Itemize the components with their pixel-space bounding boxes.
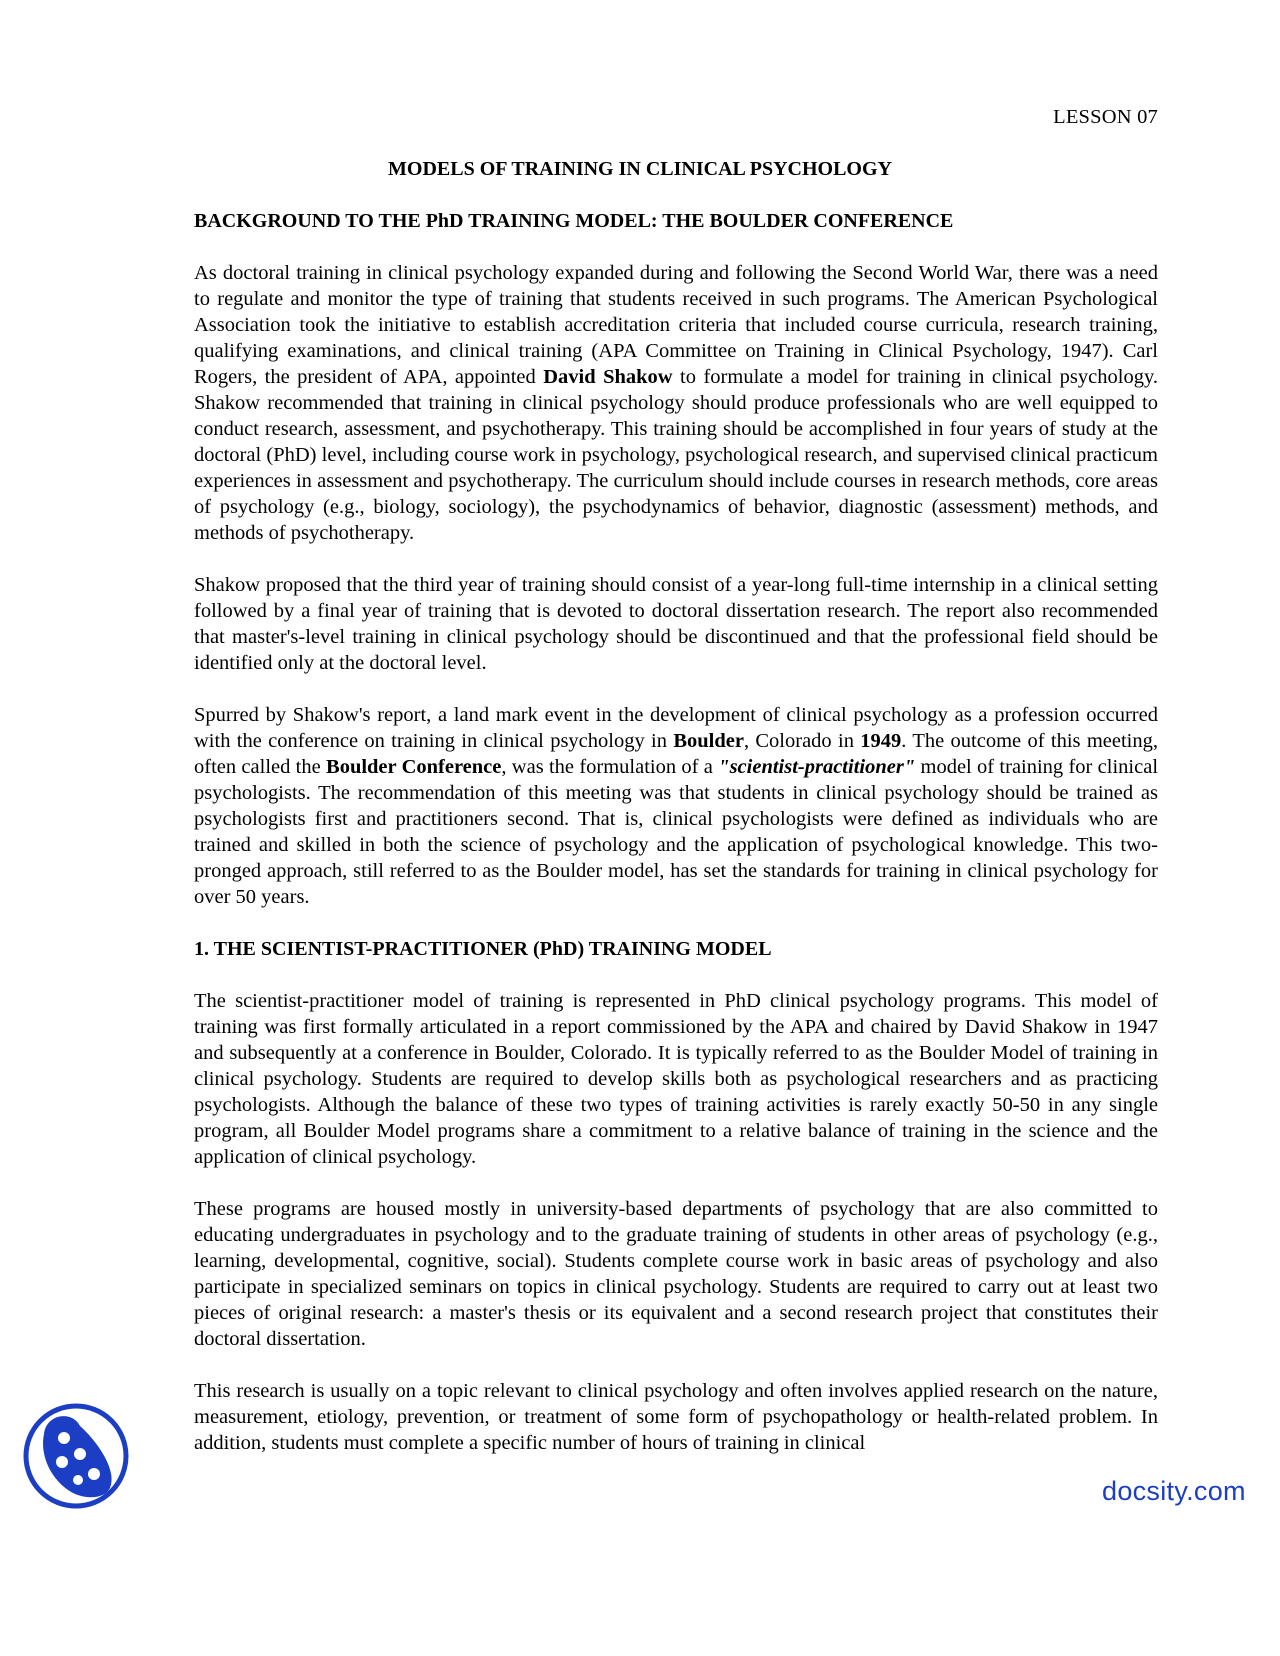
paragraph-model-3: This research is usually on a topic relevant to clinical psychology and often involves applied research on the nature, measurement, etiology, prevention, or treatment of some form of psychopathology or health-related problem. In addition, students must complete a specific number of hours of training in clinical — [194, 1380, 1158, 1454]
document-body — [194, 208, 1158, 1482]
bold-name: David Shakow — [543, 366, 673, 388]
bold-conference: Boulder Conference — [326, 756, 502, 778]
paragraph-background-2: Shakow proposed that the third year of training should consist of a year-long full-time internship in a clinical setting followed by a final year of training that is devoted to doctoral dissertation research. The report also recommended that master's-level training in clinical psychology should be discontinued and that the professional field should be identified only at the doctoral level. — [194, 574, 1158, 674]
lesson-number: LESSON 07 — [1053, 106, 1158, 128]
text-run: to formulate a model for training in clinical psychology. Shakow recommended that training in clinical psychology should produce professionals who are well equipped to conduct research, assessment, and psychotherapy. This training should be accomplished in four years of study at the doctoral (PhD) level, including course work in psychology, psychological research, and supervised clinical practicum experiences in assessment and psychotherapy. The curriculum should include courses in research methods, core areas of psychology (e.g., biology, sociology), the psychodynamics of behavior, diagnostic (assessment) methods, and methods of psychotherapy. — [194, 366, 1158, 544]
bold-italic-term: "scientist-practitioner" — [718, 756, 916, 778]
text-run: Spurred by Shakow's report, a land mark event in the development of clinical psychology as a profession occurred with the conference on training in clinical psychology in — [194, 704, 1158, 752]
page-title: MODELS OF TRAINING IN CLINICAL PSYCHOLOGY — [388, 158, 892, 180]
text-run: , Colorado in — [743, 730, 861, 752]
section-heading-background: BACKGROUND TO THE PhD TRAINING MODEL: THE BOULDER CONFERENCE — [194, 210, 954, 232]
section-heading-scientist-practitioner: 1. THE SCIENTIST-PRACTITIONER (PhD) TRAINING MODEL — [194, 938, 772, 960]
paragraph-model-2: These programs are housed mostly in university-based departments of psychology that are also committed to educating undergraduates in psychology and to the graduate training of students in other areas of psychology (e.g., learning, developmental, cognitive, social). Students complete course work in basic areas of psychology and also participate in specialized seminars on topics in clinical psychology. Students are required to carry out at least two pieces of original research: a master's thesis or its equivalent and a second research project that constitutes their doctoral dissertation. — [194, 1198, 1158, 1350]
paragraph-background-3 — [194, 702, 1158, 910]
text-run: . The outcome of this meeting, often called the — [194, 730, 1158, 778]
text-run: , was the formulation of a — [501, 756, 719, 778]
bold-year: 1949 — [860, 730, 902, 752]
paragraph-background-1 — [194, 260, 1158, 546]
bold-place: Boulder — [673, 730, 744, 752]
paragraph-model-1: The scientist-practitioner model of training is represented in PhD clinical psychology programs. This model of training was first formally articulated in a report commissioned by the APA and chaired by David Shakow in 1947 and subsequently at a conference in Boulder, Colorado. It is typically referred to as the Boulder Model of training in clinical psychology. Students are required to develop skills both as psychological researchers and as practicing psychologists. Although the balance of these two types of training activities is rarely exactly 50-50 in any single program, all Boulder Model programs share a commitment to a relative balance of training in the science and the application of clinical psychology. — [194, 990, 1158, 1168]
text-run: model of training for clinical psychologists. The recommendation of this meeting was that students in clinical psychology should be trained as psychologists first and practitioners second. That is, clinical psychologists were defined as individuals who are trained and skilled in both the science of psychology and the application of psychological knowledge. This two-pronged approach, still referred to as the Boulder model, has set the standards for training in clinical psychology for over 50 years. — [194, 756, 1159, 908]
docsity-watermark: docsity.com — [1102, 1476, 1246, 1506]
docsity-logo-icon — [20, 1400, 132, 1512]
text-run: As doctoral training in clinical psychology expanded during and following the Second World War, there was a need to regulate and monitor the type of training that students received in such programs. The American Psychological Association took the initiative to establish accreditation criteria that included course curricula, research training, qualifying examinations, and clinical training (APA Committee on Training in Clinical Psychology, 1947). Carl Rogers, the president of APA, appointed — [194, 262, 1158, 388]
